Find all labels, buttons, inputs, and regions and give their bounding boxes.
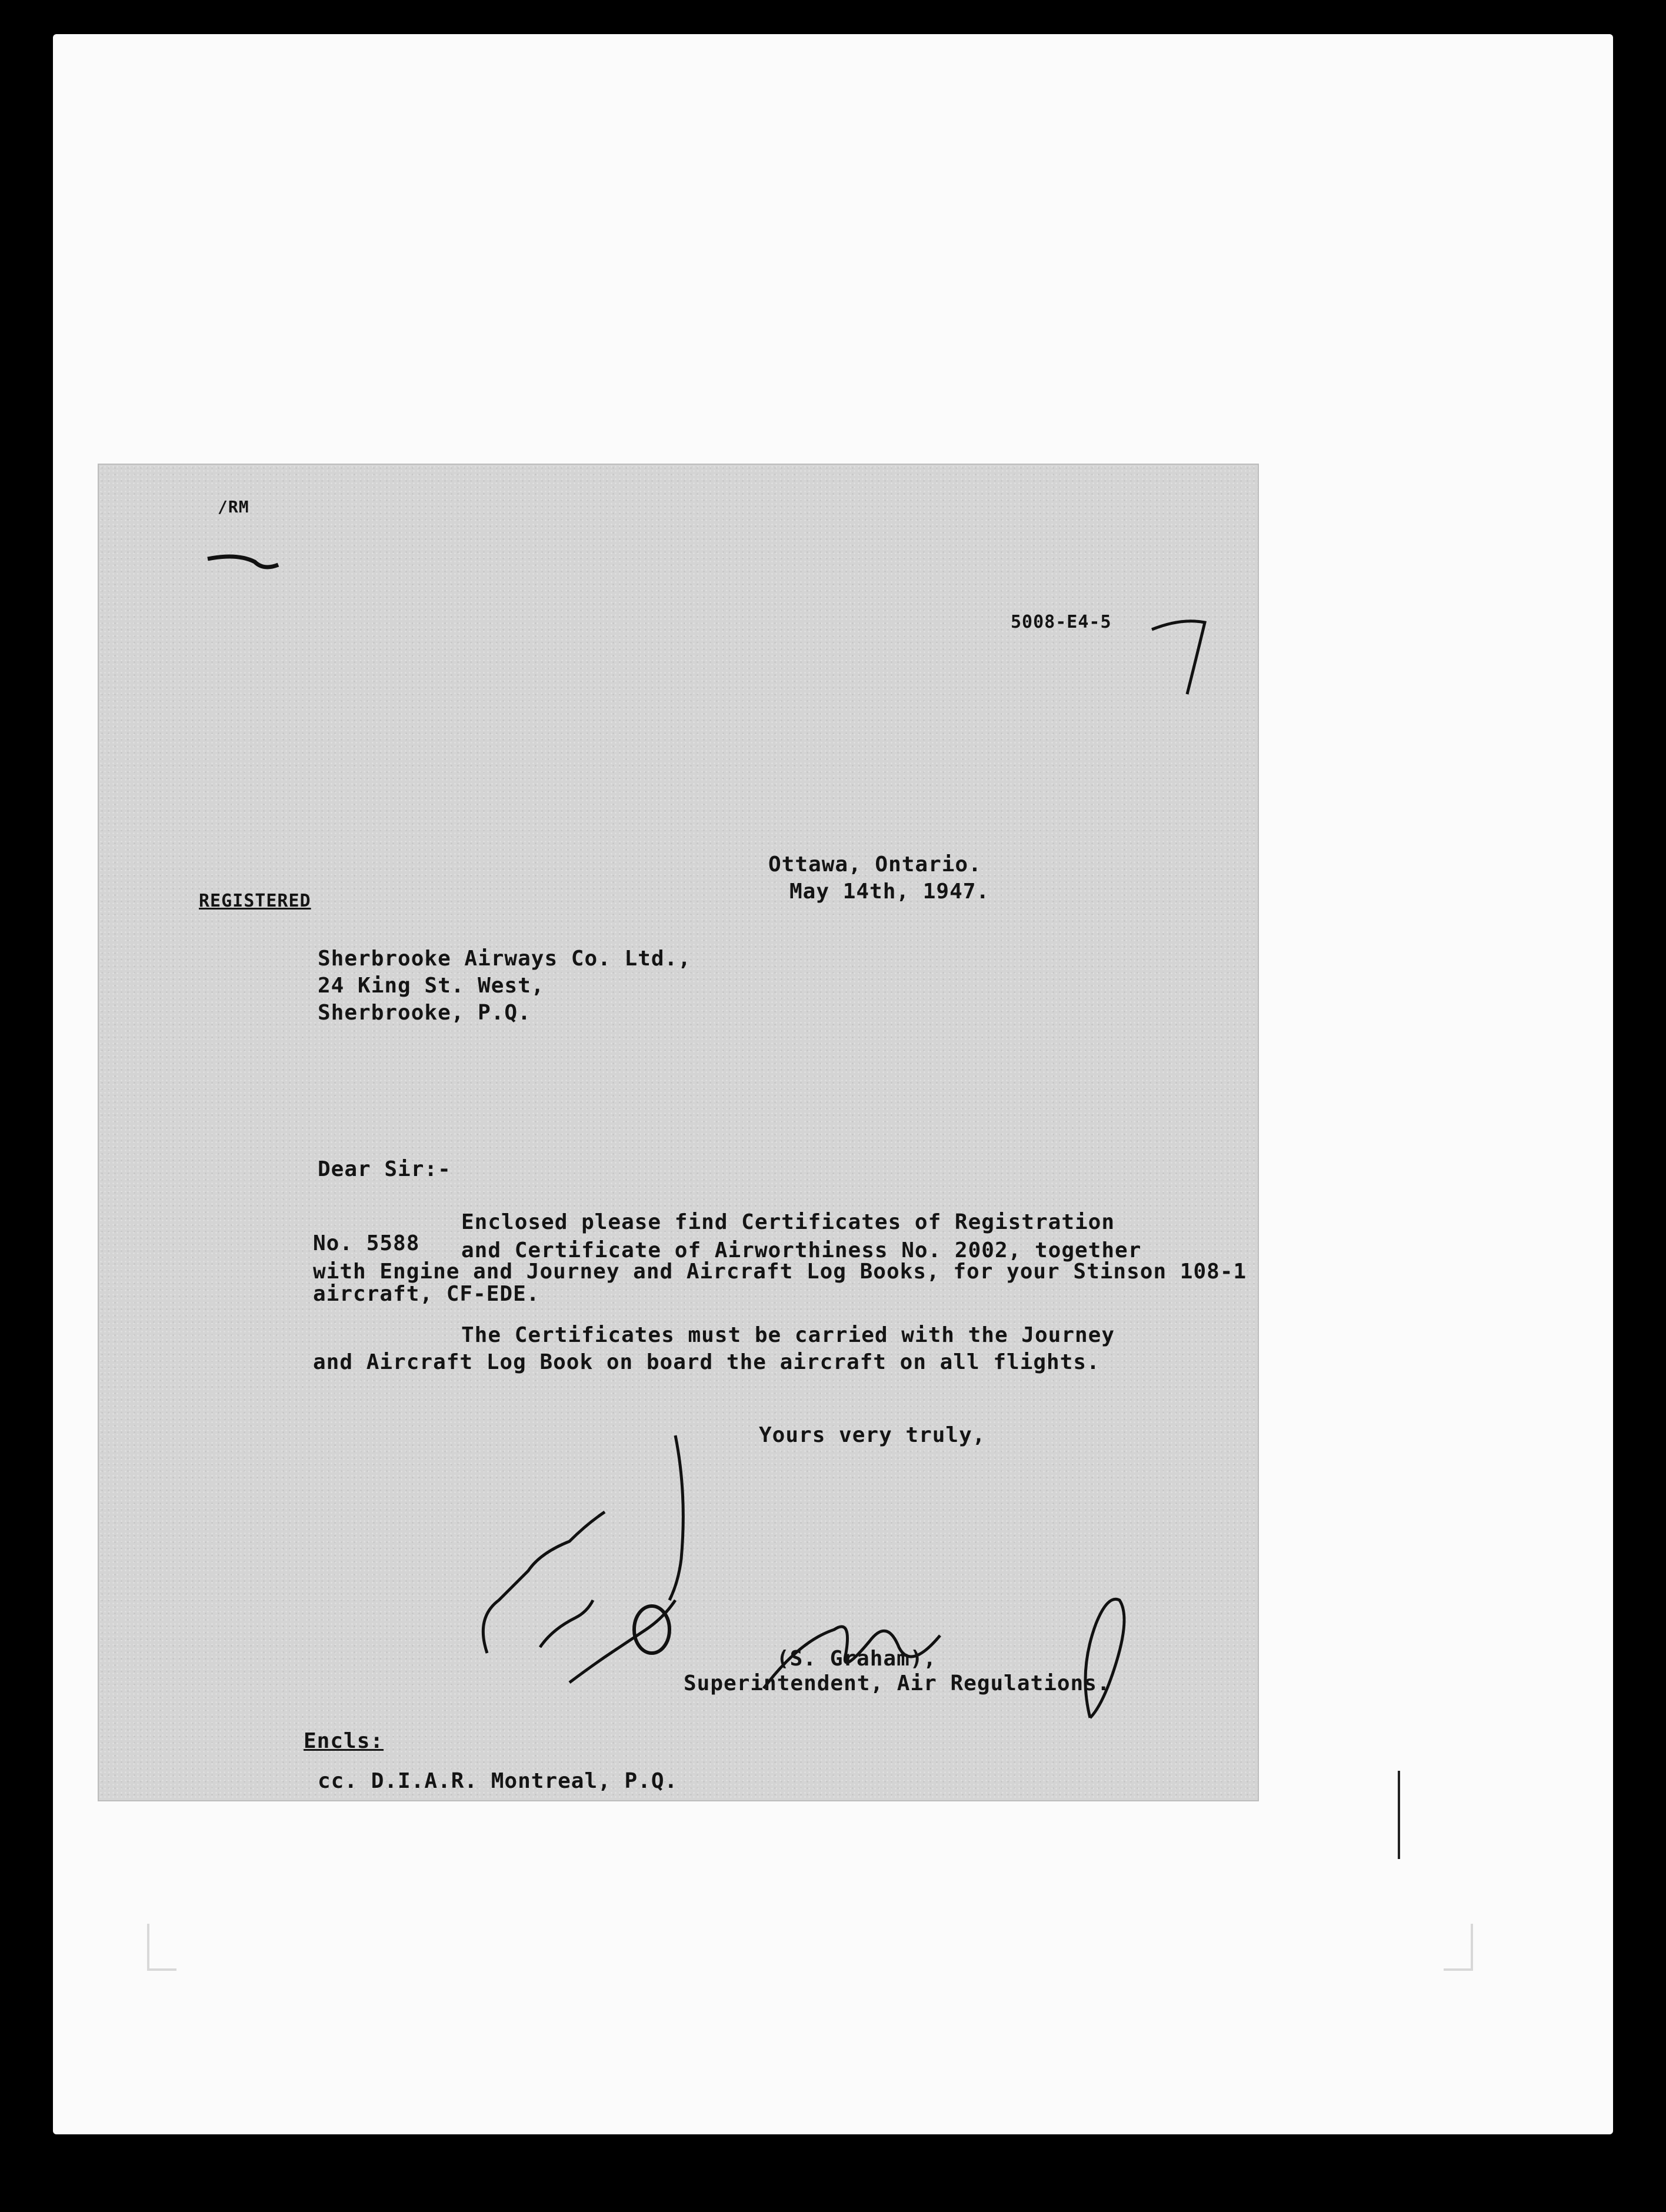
film-corner-mark-left-h [147,1968,176,1971]
body-paragraph-1-line-2: and Certificate of Airworthiness No. 2002, together [461,1238,1142,1262]
body-paragraph-1-line-1: Enclosed please find Certificates of Registration [461,1210,1115,1234]
body-paragraph-2-line-2: and Aircraft Log Book on board the aircraft on all flights. [313,1350,1100,1374]
salutation: Dear Sir:- [318,1157,451,1181]
closing: Yours very truly, [759,1423,986,1447]
typist-reference: /RM [218,497,249,517]
carbon-copy: cc. D.I.A.R. Montreal, P.Q. [318,1769,678,1793]
body-paragraph-1-line-3: with Engine and Journey and Aircraft Log Books, for your Stinson 108-1 [313,1260,1247,1284]
letter-place: Ottawa, Ontario. [768,852,982,877]
recipient-line-2: 24 King St. West, [318,974,545,998]
initial-flourish [1072,1583,1143,1735]
letter-date: May 14th, 1947. [789,880,990,904]
recipient-line-1: Sherbrooke Airways Co. Ltd., [318,947,691,971]
enclosure-label: Encls: [304,1729,384,1753]
film-corner-mark-right-h [1444,1968,1473,1971]
signatory-title: Superintendent, Air Regulations. [684,1671,1111,1695]
signatory-name: (S. Graham), [777,1647,937,1671]
film-line-right [1398,1771,1400,1859]
recipient-line-3: Sherbrooke, P.Q. [318,1001,531,1025]
handwritten-annotation [452,1406,758,1712]
registration-number: No. 5588 [313,1231,420,1255]
registered-label: REGISTERED [199,891,311,911]
film-corner-mark-right [1471,1924,1473,1971]
ink-mark-top-left [202,547,378,582]
film-corner-mark-left [147,1924,149,1971]
body-paragraph-2-line-1: The Certificates must be carried with the Journey [461,1323,1115,1347]
body-paragraph-1-line-4: aircraft, CF-EDE. [313,1282,540,1306]
letter-sheet [99,465,1258,1800]
handwritten-numeral [1146,612,1222,700]
file-reference: 5008-E4-5 [1011,612,1112,632]
